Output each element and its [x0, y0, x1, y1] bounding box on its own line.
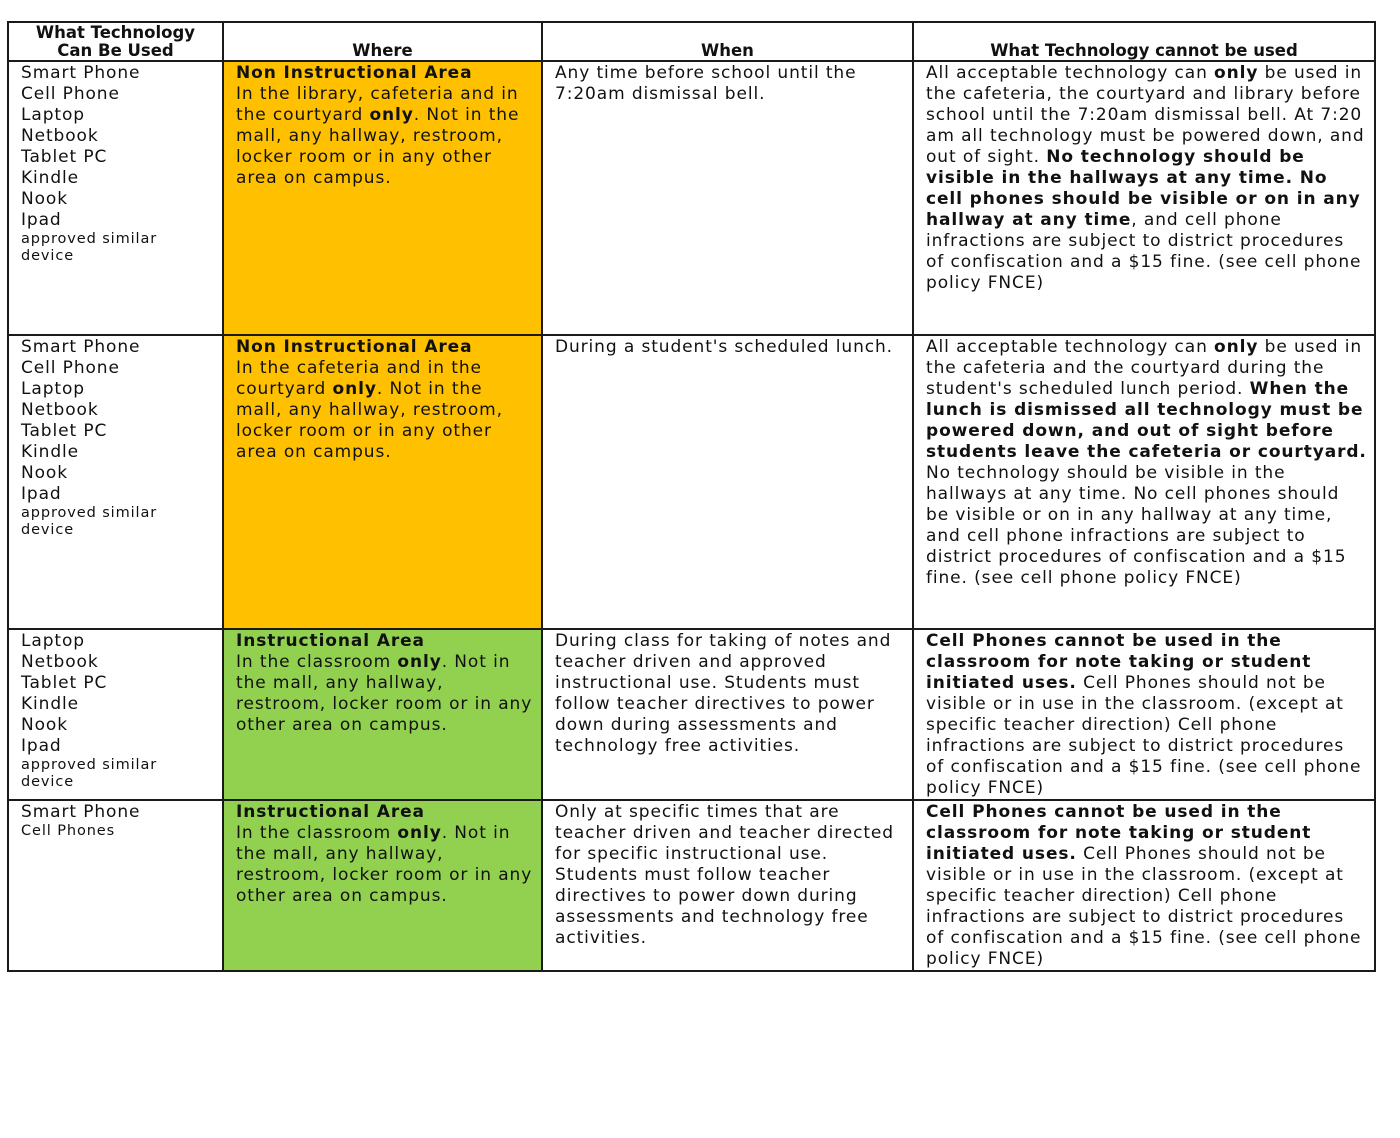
device-item: Smart Phone: [21, 63, 141, 83]
where-title: Instructional Area: [236, 802, 425, 822]
cannot-text-c: be used in the cafeteria and the courtyard during the student's scheduled lunch period.: [926, 337, 1363, 399]
device-item: Netbook: [21, 400, 99, 420]
where-text-a: In the classroom: [236, 652, 398, 672]
header-when: When: [542, 22, 913, 61]
cannot-text-e: , and cell phone infractions are subject to district procedures of confiscation and a $15 fine. (see cell phone policy FNCE): [926, 210, 1362, 293]
where-text-bold: only: [332, 379, 377, 399]
when-cell: During class for taking of notes and teacher driven and approved instructional use. Students must follow teacher directives to power down during assessments and technology free activities.: [542, 629, 913, 800]
when-cell: Any time before school until the 7:20am dismissal bell.: [542, 61, 913, 335]
where-text-c: . Not in the mall, any hallway, restroom, locker room or in any other area on campus.: [236, 823, 533, 906]
device-item: Nook: [21, 189, 68, 209]
header-can-be-used: [8, 22, 223, 61]
cannot-text-bold: only: [1214, 63, 1259, 83]
where-text: [236, 823, 532, 906]
cannot-text-bold-d: Cell Phones cannot be used in the classroom for note taking or student initiated uses.: [926, 802, 1312, 864]
where-text-a: In the classroom: [236, 823, 398, 843]
device-note: device: [21, 774, 75, 790]
cannot-text-a: All acceptable technology can: [926, 63, 1215, 83]
where-text-c: . Not in the mall, any hallway, restroom, locker room or in any other area on campus.: [236, 379, 503, 462]
cannot-cell: [913, 61, 1375, 335]
device-item: Laptop: [21, 379, 85, 399]
cannot-text-bold: only: [1214, 337, 1259, 357]
where-text: [236, 652, 532, 735]
device-item: Smart Phone: [21, 337, 141, 357]
device-item: Netbook: [21, 126, 99, 146]
device-note: device: [21, 248, 75, 264]
devices-cell: [8, 61, 223, 335]
cannot-text-bold-d: When the lunch is dismissed all technology must be powered down, and out of sight before students leave the cafeteria or courtyard.: [926, 379, 1367, 462]
device-note: device: [21, 522, 75, 538]
cannot-cell: [913, 335, 1375, 629]
where-text-bold: only: [369, 105, 414, 125]
table-row: [8, 800, 1375, 971]
device-item: Laptop: [21, 631, 85, 651]
where-cell: [223, 800, 542, 971]
devices-cell: [8, 800, 223, 971]
where-title: Instructional Area: [236, 631, 425, 651]
table-row: [8, 629, 1375, 800]
where-text-bold: only: [397, 652, 442, 672]
when-cell: During a student's scheduled lunch.: [542, 335, 913, 629]
where-cell: [223, 335, 542, 629]
cannot-text-bold-d: Cell Phones cannot be used in the classroom for note taking or student initiated uses.: [926, 631, 1312, 693]
table-row: [8, 61, 1375, 335]
device-note: approved similar: [21, 231, 158, 247]
when-cell: Only at specific times that are teacher driven and teacher directed for specific instructional use. Students must follow teacher directives to power down during assessments and technology free activities.: [542, 800, 913, 971]
device-item: Kindle: [21, 694, 80, 714]
device-item: Ipad: [21, 484, 62, 504]
device-item: Laptop: [21, 105, 85, 125]
where-text-c: . Not in the mall, any hallway, restroom, locker room or in any other area on campus.: [236, 652, 533, 735]
cannot-cell: [913, 629, 1375, 800]
where-title: Non Instructional Area: [236, 337, 473, 357]
device-item: Tablet PC: [21, 673, 108, 693]
header-can-line2: Can Be Used: [57, 41, 174, 60]
where-text-bold: only: [397, 823, 442, 843]
device-item: Tablet PC: [21, 421, 108, 441]
table-row: [8, 335, 1375, 629]
cannot-text-a: All acceptable technology can: [926, 337, 1215, 357]
device-note: Cell Phones: [21, 823, 116, 839]
devices-cell: [8, 629, 223, 800]
cannot-text-e: Cell Phones should not be visible or in use in the classroom. (except at specific teacher direction) Cell phone infractions are subject to district procedures of confiscation and a $15 fine. (see cell phone policy FNCE): [926, 673, 1362, 798]
device-item: Ipad: [21, 210, 62, 230]
device-item: Nook: [21, 463, 68, 483]
header-row: [8, 22, 1375, 61]
header-where: Where: [223, 22, 542, 61]
where-text: [236, 84, 519, 188]
where-cell: [223, 629, 542, 800]
cannot-text-c: be used in the cafeteria, the courtyard and library before school until the 7:20am dismissal bell. At 7:20 am all technology must be powered down, and out of sight.: [926, 63, 1365, 167]
device-item: Nook: [21, 715, 68, 735]
where-title: Non Instructional Area: [236, 63, 473, 83]
technology-policy-table: [7, 21, 1376, 972]
device-item: Smart Phone: [21, 802, 141, 822]
device-note: approved similar: [21, 505, 158, 521]
cannot-text-e: Cell Phones should not be visible or in use in the classroom. (except at specific teacher direction) Cell phone infractions are subject to district procedures of confiscation and a $15 fine. (see cell phone policy FNCE): [926, 844, 1362, 969]
header-cannot-be-used: What Technology cannot be used: [913, 22, 1375, 61]
device-item: Cell Phone: [21, 358, 120, 378]
device-note: approved similar: [21, 757, 158, 773]
device-item: Kindle: [21, 442, 80, 462]
cannot-cell: [913, 800, 1375, 971]
cannot-text-bold-d: No technology should be visible in the hallways at any time. No cell phones should be visible or on in any hallway at any time: [926, 147, 1361, 230]
cannot-text-e: No technology should be visible in the hallways at any time. No cell phones should be visible or on in any hallway at any time, and cell phone infractions are subject to district procedures of confiscation and a $15 fine. (see cell phone policy FNCE): [926, 463, 1347, 588]
devices-cell: [8, 335, 223, 629]
device-item: Netbook: [21, 652, 99, 672]
where-text-a: In the library, cafeteria and in the courtyard: [236, 84, 519, 125]
device-item: Kindle: [21, 168, 80, 188]
device-item: Cell Phone: [21, 84, 120, 104]
where-text-c: . Not in the mall, any hallway, restroom, locker room or in any other area on campus.: [236, 105, 520, 188]
where-cell: [223, 61, 542, 335]
where-text: [236, 358, 503, 462]
device-item: Ipad: [21, 736, 62, 756]
where-text-a: In the cafeteria and in the courtyard: [236, 358, 482, 399]
header-can-line1: What Technology: [35, 23, 196, 42]
device-item: Tablet PC: [21, 147, 108, 167]
